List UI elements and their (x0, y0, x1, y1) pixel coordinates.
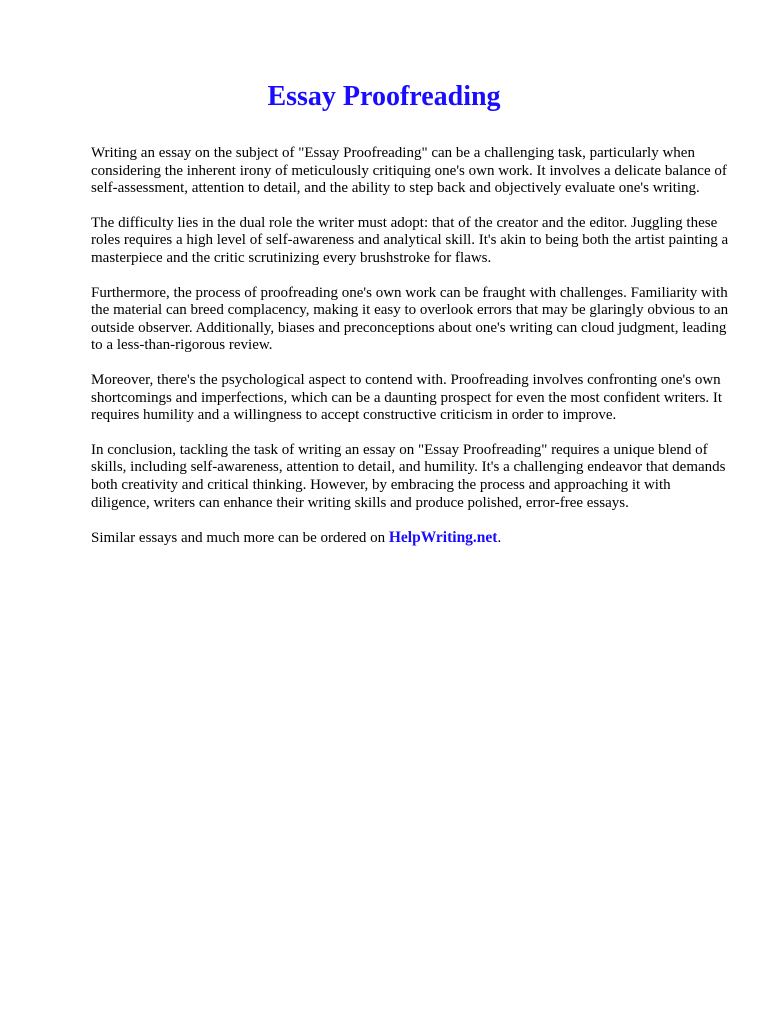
footer-prefix: Similar essays and much more can be ordered on (91, 530, 389, 547)
paragraph-4: Moreover, there's the psychological aspect to contend with. Proofreading involves confronting one's own shortcomings and imperfections, which can be a daunting prospect for even the most confident writers. It requires humility and a willingness to accept constructive criticism in order to improve. (91, 371, 723, 424)
essay-body (91, 145, 731, 565)
paragraph-3: Furthermore, the process of proofreading one's own work can be fraught with challenges. Familiarity with the material can breed complacency, making it easy to overlook errors that may be glaringly obvious to an outside observer. Additionally, biases and preconceptions about one's writing can cloud judgment, leading to a less-than-rigorous review. (91, 284, 729, 354)
helpwriting-link[interactable]: HelpWriting.net (388, 529, 498, 547)
paragraph-5: In conclusion, tackling the task of writing an essay on "Essay Proofreading" requires a unique blend of skills, including self-awareness, attention to detail, and humility. It's a challenging endeavor that demands both creativity and critical thinking. However, by embracing the process and approaching it with diligence, writers can enhance their writing skills and produce polished, error-free essays. (91, 441, 726, 511)
footer-suffix: . (497, 530, 502, 547)
page-title: Essay Proofreading (267, 81, 501, 112)
paragraph-2: The difficulty lies in the dual role the writer must adopt: that of the creator and the editor. Juggling these roles requires a high level of self-awareness and analytical skill. It's akin to being both the artist painting a masterpiece and the critic scrutinizing every brushstroke for flaws. (91, 214, 729, 266)
footer-line (91, 529, 731, 548)
paragraph-1: Writing an essay on the subject of "Essay Proofreading" can be a challenging task, particularly when considering the inherent irony of meticulously critiquing one's own work. It involves a delicate balance of self-assessment, attention to detail, and the ability to step back and objectively evaluate one's writing. (91, 145, 727, 197)
